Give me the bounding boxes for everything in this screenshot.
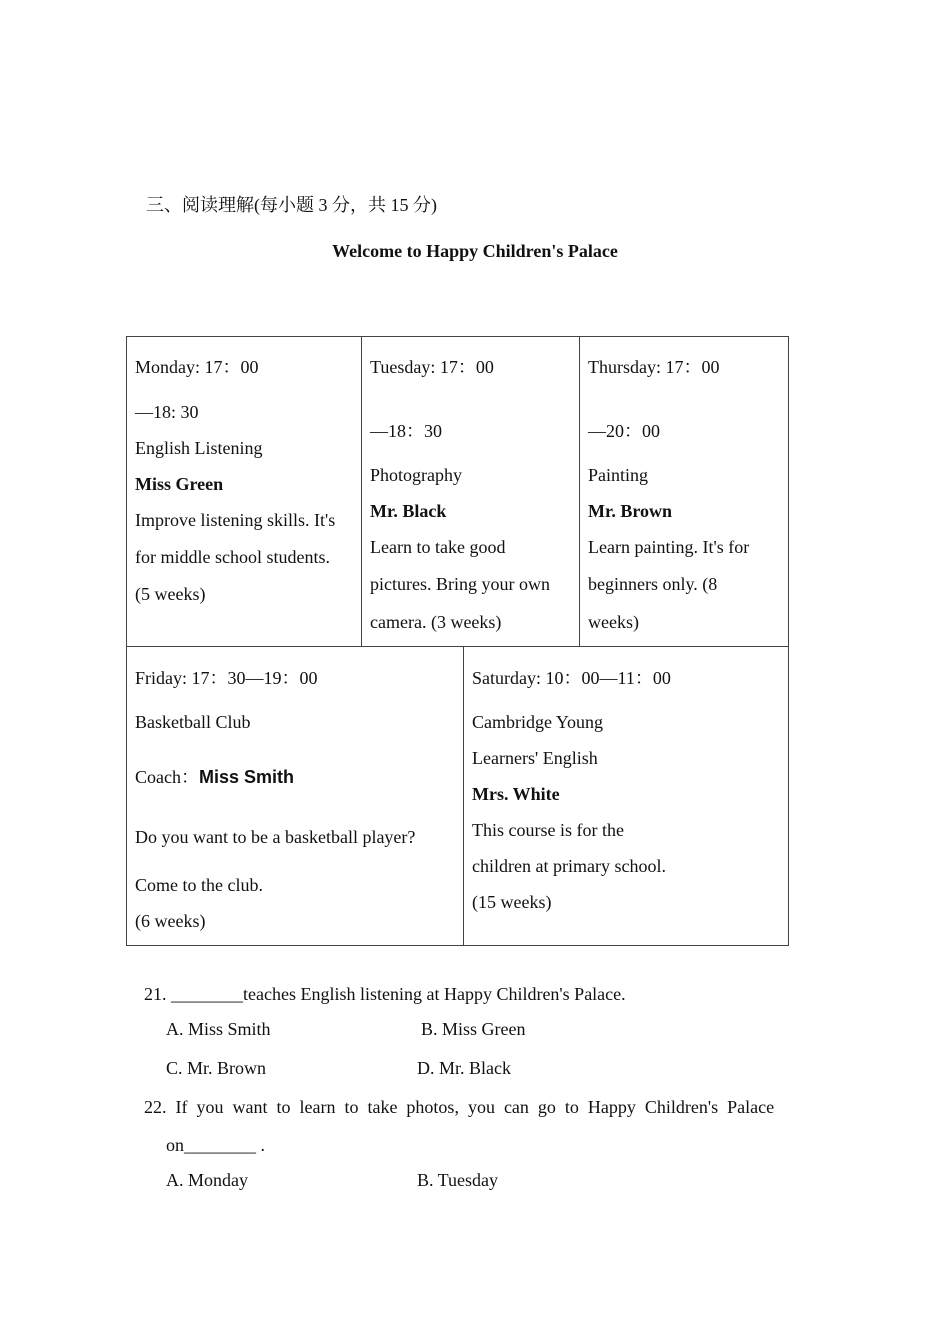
tuesday-teacher: Mr. Black xyxy=(370,501,447,521)
monday-desc-line-1: Improve listening skills. It's xyxy=(135,510,336,530)
tuesday-time-end: —18：30 xyxy=(370,421,442,441)
thursday-desc-line-2: beginners only. (8 xyxy=(588,574,718,594)
tuesday-time-start: Tuesday: 17：00 xyxy=(370,357,494,377)
question-21-stem: 21. ________teaches English listening at Happy Children's Palace. xyxy=(144,984,626,1004)
monday-time-start: Monday: 17：00 xyxy=(135,357,259,377)
schedule-table xyxy=(126,336,789,946)
passage-title: Welcome to Happy Children's Palace xyxy=(332,241,618,261)
table-col-divider-2 xyxy=(579,336,580,646)
question-22-option-b: B. Tuesday xyxy=(417,1170,499,1190)
tuesday-course: Photography xyxy=(370,465,462,485)
friday-desc-line-2: Come to the club. xyxy=(135,875,263,895)
question-21-option-c: C. Mr. Brown xyxy=(166,1058,267,1078)
question-22-stem-line-2: on________ . xyxy=(166,1135,265,1155)
monday-desc-line-3: (5 weeks) xyxy=(135,584,206,604)
question-21-option-b: B. Miss Green xyxy=(421,1019,526,1039)
saturday-course-line-1: Cambridge Young xyxy=(472,712,604,732)
table-border-right xyxy=(788,336,789,946)
friday-course: Basketball Club xyxy=(135,712,251,732)
question-22-option-a: A. Monday xyxy=(166,1170,248,1190)
saturday-teacher: Mrs. White xyxy=(472,784,560,804)
table-row-divider xyxy=(126,646,789,647)
saturday-desc-line-1: This course is for the xyxy=(472,820,624,840)
saturday-time: Saturday: 10：00—11：00 xyxy=(472,668,671,688)
monday-desc-line-2: for middle school students. xyxy=(135,547,330,567)
table-border-top xyxy=(126,336,789,337)
monday-time-end: —18: 30 xyxy=(135,402,199,422)
monday-teacher: Miss Green xyxy=(135,474,224,494)
saturday-desc-line-3: (15 weeks) xyxy=(472,892,552,912)
question-21-option-a: A. Miss Smith xyxy=(166,1019,271,1039)
table-border-left xyxy=(126,336,127,946)
thursday-desc-line-1: Learn painting. It's for xyxy=(588,537,750,557)
friday-desc-line-3: (6 weeks) xyxy=(135,911,206,931)
friday-coach-name: Miss Smith xyxy=(198,767,295,787)
tuesday-desc-line-1: Learn to take good xyxy=(370,537,506,557)
monday-course: English Listening xyxy=(135,438,263,458)
table-col-divider-3 xyxy=(463,646,464,946)
section-heading: 三、阅读理解(每小题 3 分，共 15 分) xyxy=(146,195,437,215)
tuesday-desc-line-2: pictures. Bring your own xyxy=(370,574,550,594)
friday-desc-line-1: Do you want to be a basketball player? xyxy=(135,827,416,847)
question-22-stem-line-1: 22. If you want to learn to take photos, you can go to Happy Children's Palace xyxy=(144,1097,775,1117)
thursday-teacher: Mr. Brown xyxy=(588,501,673,521)
friday-time: Friday: 17：30—19：00 xyxy=(135,668,318,688)
friday-coach-label: Coach： xyxy=(135,767,199,787)
saturday-course-line-2: Learners' English xyxy=(472,748,598,768)
table-border-bottom xyxy=(126,945,789,946)
question-21-option-d: D. Mr. Black xyxy=(417,1058,511,1078)
thursday-time-start: Thursday: 17：00 xyxy=(588,357,720,377)
table-col-divider-1 xyxy=(361,336,362,646)
friday-coach xyxy=(135,763,294,789)
tuesday-desc-line-3: camera. (3 weeks) xyxy=(370,612,502,632)
saturday-desc-line-2: children at primary school. xyxy=(472,856,666,876)
thursday-time-end: —20：00 xyxy=(588,421,660,441)
thursday-course: Painting xyxy=(588,465,649,485)
thursday-desc-line-3: weeks) xyxy=(588,612,639,632)
